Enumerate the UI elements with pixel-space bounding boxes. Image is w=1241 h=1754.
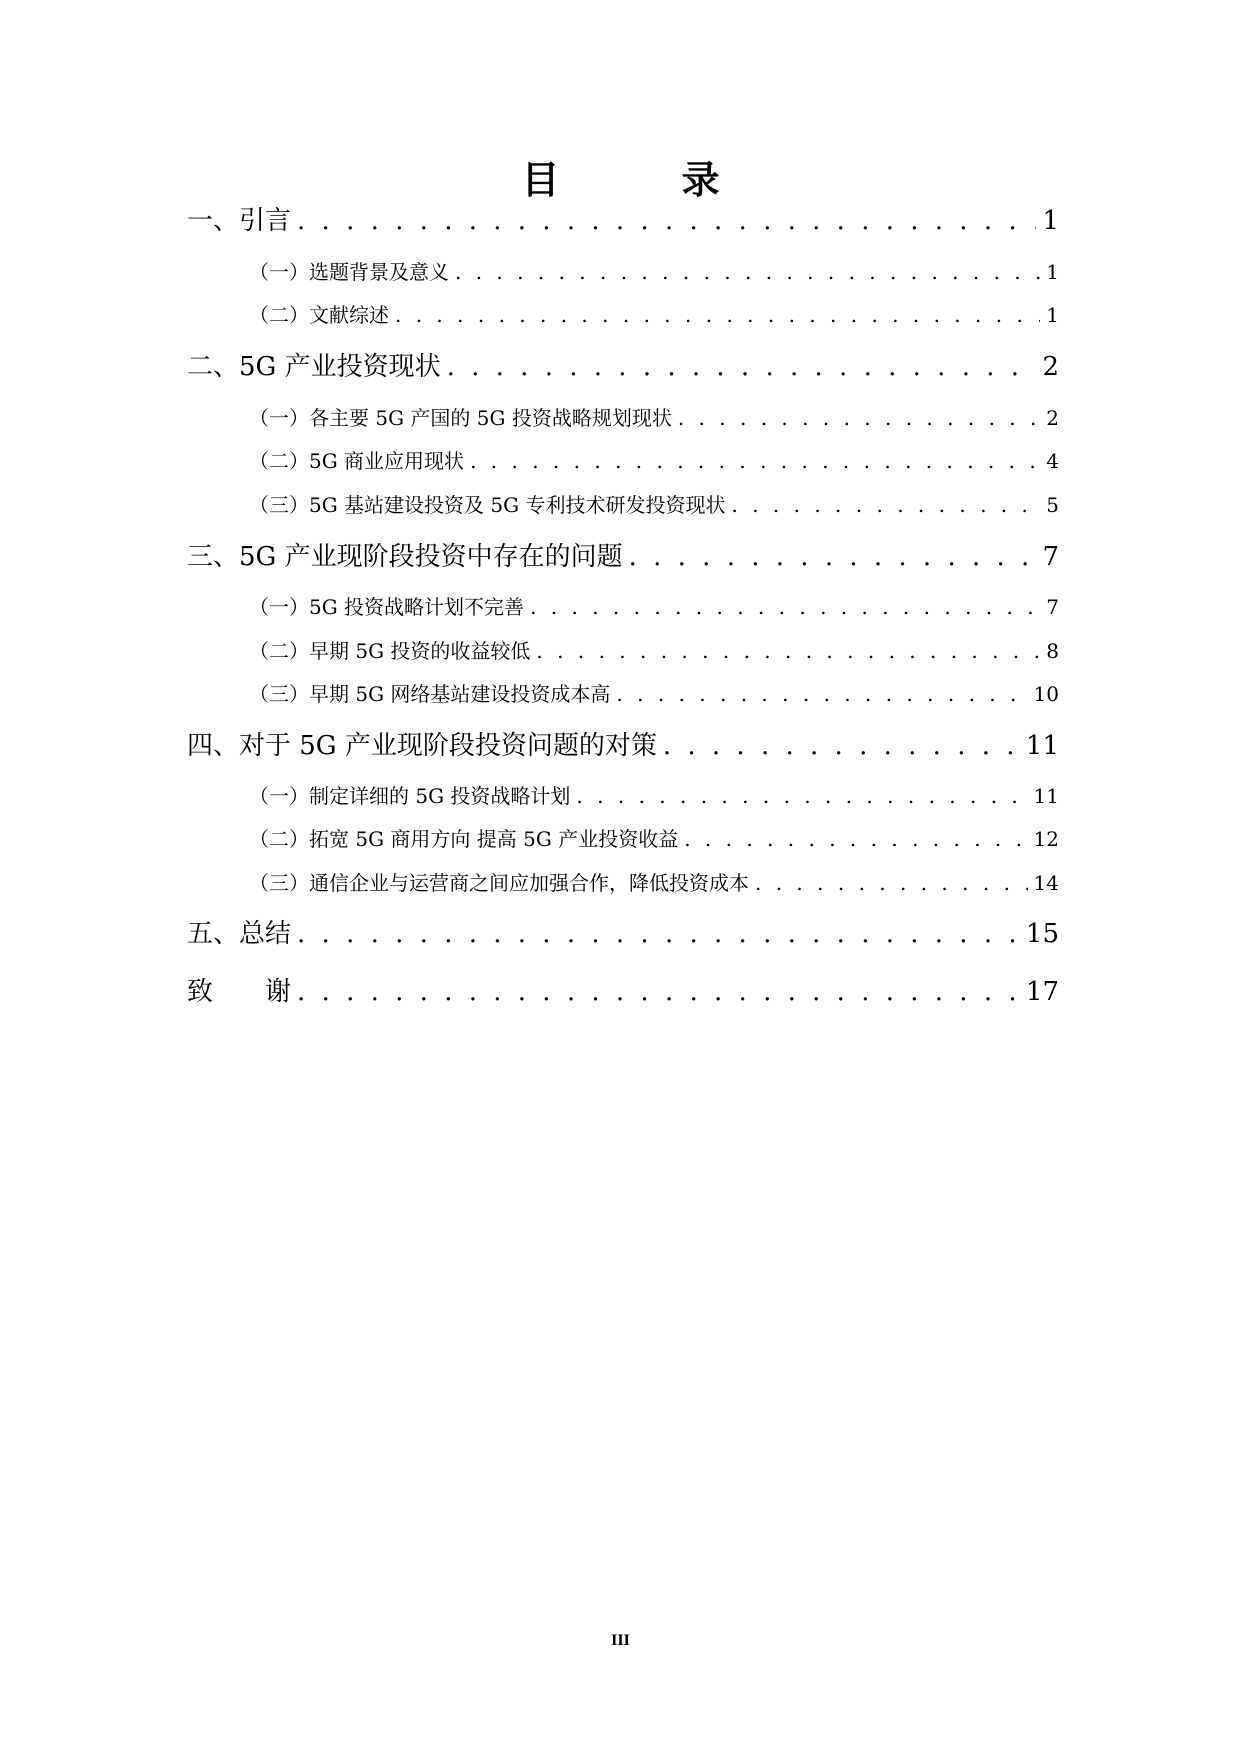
toc-entry[interactable] (249, 823, 1059, 855)
toc-entry[interactable] (249, 635, 1059, 667)
toc-entry-page: 1 (1046, 303, 1059, 327)
toc-entry[interactable] (187, 537, 1059, 577)
toc-leader-dots (297, 914, 1020, 954)
toc-leader-dots (576, 780, 1027, 812)
toc-leader-dots (616, 678, 1027, 710)
toc-entry-label: 四、对于 5G 产业现阶段投资问题的对策 (187, 731, 657, 761)
toc-entry-label: （二）文献综述 (249, 303, 389, 327)
toc-entry-label: 三、5G 产业现阶段投资中存在的问题 (187, 542, 623, 572)
toc-entry-label: 二、5G 产业投资现状 (187, 352, 441, 382)
toc-entry[interactable] (249, 867, 1059, 899)
toc-leader-dots (536, 635, 1040, 667)
toc-entry-page: 4 (1046, 449, 1059, 473)
toc-entry-label: （二）早期 5G 投资的收益较低 (249, 639, 531, 663)
toc-entry[interactable] (249, 299, 1059, 331)
toc-entry-page: 15 (1025, 919, 1059, 949)
toc-entry-page: 2 (1042, 352, 1059, 382)
toc-leader-dots (447, 347, 1037, 387)
toc-entry[interactable] (187, 347, 1059, 387)
toc-leader-dots (470, 445, 1040, 477)
toc-leader-dots (731, 489, 1040, 521)
toc-entry-label: （一）各主要 5G 产国的 5G 投资战略规划现状 (249, 406, 672, 430)
toc-entry-label: （三）5G 基站建设投资及 5G 专利技术研发投资现状 (249, 493, 726, 517)
toc-entry[interactable] (249, 402, 1059, 434)
page-number: III (611, 1632, 630, 1649)
toc-leader-dots (663, 726, 1020, 766)
toc-entry-page: 17 (1025, 977, 1059, 1007)
toc-entry[interactable] (187, 726, 1059, 766)
toc-entry[interactable] (187, 201, 1059, 241)
toc-entry-page: 7 (1046, 595, 1059, 619)
toc-entry-page: 1 (1046, 260, 1059, 284)
toc-leader-dots (684, 823, 1027, 855)
toc-entry-label: （三）通信企业与运营商之间应加强合作，降低投资成本 (249, 871, 749, 895)
toc-title: 目 录 (521, 157, 762, 202)
toc-entry-page: 7 (1042, 542, 1059, 572)
toc-entry-page: 2 (1046, 406, 1059, 430)
toc-entry-label: （一）制定详细的 5G 投资战略计划 (249, 784, 571, 808)
toc-entry-label: （二）拓宽 5G 商用方向 提高 5G 产业投资收益 (249, 827, 679, 851)
toc-entry-page: 11 (1025, 731, 1059, 761)
toc-entry-label: （一）选题背景及意义 (249, 260, 449, 284)
toc-leader-dots (629, 537, 1037, 577)
toc-entry[interactable] (249, 256, 1059, 288)
toc-leader-dots (678, 402, 1040, 434)
toc-entry-page: 12 (1033, 827, 1059, 851)
toc-leader-dots (297, 972, 1020, 1012)
toc-leader-dots (297, 201, 1036, 241)
toc-entry-label: 一、引言 (187, 206, 292, 236)
toc-leader-dots (455, 256, 1040, 288)
toc-entry-page: 11 (1033, 784, 1059, 808)
toc-entry-page: 1 (1042, 206, 1059, 236)
toc-entry-label: （二）5G 商业应用现状 (249, 449, 465, 473)
toc-entry-page: 10 (1033, 682, 1059, 706)
toc-entry-label: 五、总结 (187, 919, 292, 949)
toc-entry-page: 5 (1046, 493, 1059, 517)
toc-entry[interactable] (187, 972, 1059, 1012)
toc-entry[interactable] (249, 445, 1059, 477)
toc-leader-dots (755, 867, 1028, 899)
toc-entry[interactable] (249, 678, 1059, 710)
toc-entry[interactable] (249, 591, 1059, 623)
toc-entry-label: 致 谢 (187, 977, 292, 1007)
toc-entry-page: 8 (1046, 639, 1059, 663)
toc-leader-dots (530, 591, 1040, 623)
toc-entry[interactable] (249, 780, 1059, 812)
toc-entry[interactable] (187, 914, 1059, 954)
toc-leader-dots (395, 299, 1040, 331)
toc-entry[interactable] (249, 489, 1059, 521)
toc-entry-label: （三）早期 5G 网络基站建设投资成本高 (249, 682, 611, 706)
toc-entry-page: 14 (1033, 871, 1059, 895)
toc-entry-label: （一）5G 投资战略计划不完善 (249, 595, 525, 619)
